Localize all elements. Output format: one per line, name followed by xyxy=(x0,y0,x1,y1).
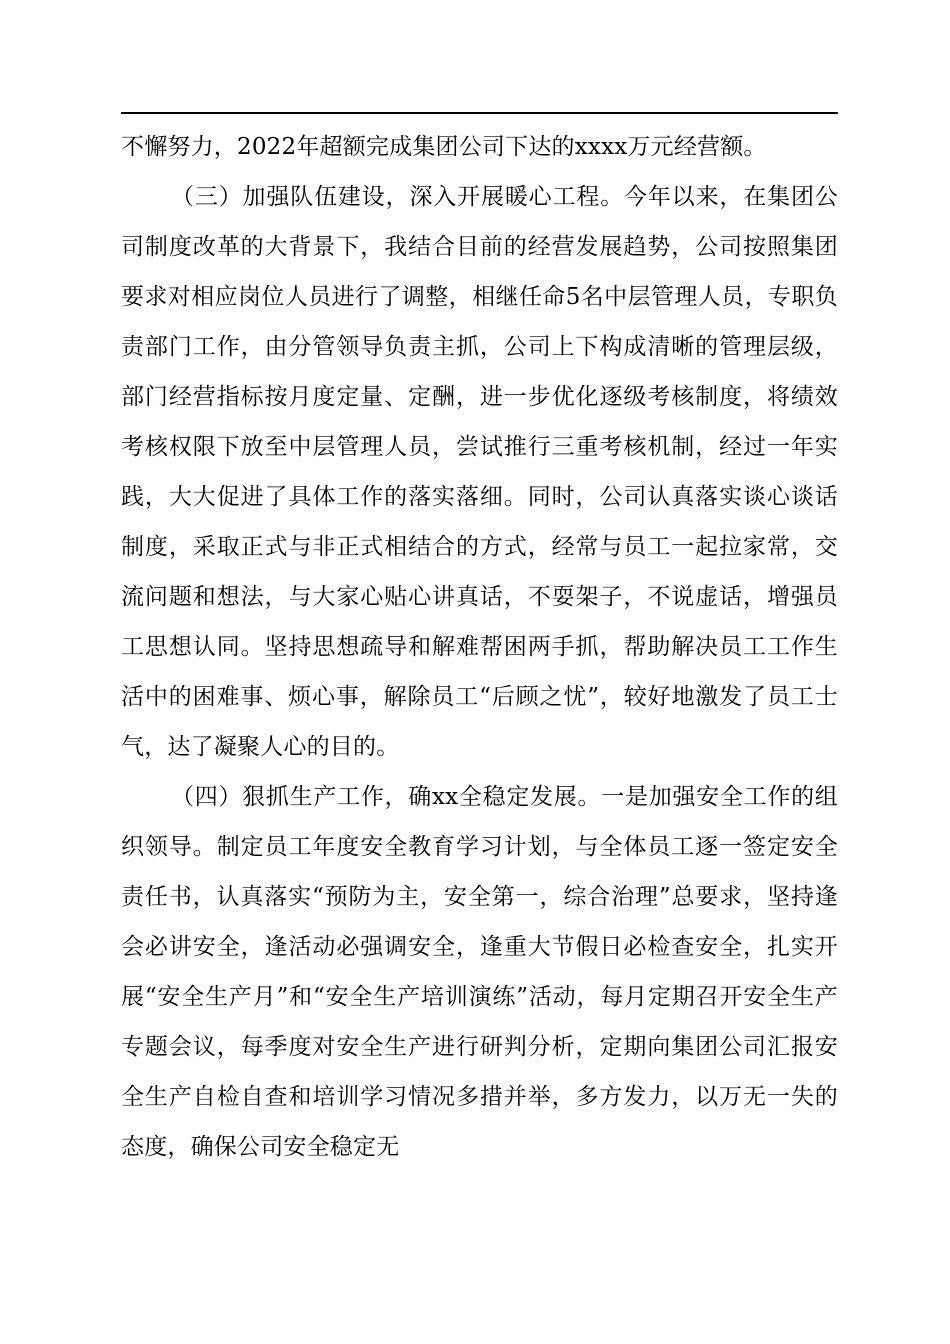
header-rule xyxy=(121,112,838,114)
paragraph-team-building: （三）加强队伍建设，深入开展暖心工程。今年以来，在集团公司制度改革的大背景下，我结合目前的经营发展趋势，公司按照集团要求对相应岗位人员进行了调整，相继任命5名中层管理人员，专职负责部门工作，由分管领导负责主抓，公司上下构成清晰的管理层级，部门经营指标按月度定量、定酬，进一步优化逐级考核制度，将绩效考核权限下放至中层管理人员，尝试推行三重考核机制，经过一年实践，大大促进了具体工作的落实落细。同时，公司认真落实谈心谈话制度，采取正式与非正式相结合的方式，经常与员工一起拉家常，交流问题和想法，与大家心贴心讲真话，不耍架子，不说虚话，增强员工思想认同。坚持思想疏导和解难帮困两手抓，帮助解决员工工作生活中的困难事、烦心事，解除员工“后顾之忧”，较好地激发了员工士气，达了凝聚人心的目的。 xyxy=(121,184,838,760)
paragraph-continuation: 不懈努力，2022年超额完成集团公司下达的xxxx万元经营额。 xyxy=(121,134,767,160)
paragraph-production-safety: （四）狠抓生产工作，确xx全稳定发展。一是加强安全工作的组织领导。制定员工年度安全教育学习计划，与全体员工逐一签定安全责任书，认真落实“预防为主，安全第一，综合治理”总要求，坚持逢会必讲安全，逢活动必强调安全，逢重大节假日必检查安全，扎实开展“安全生产月”和“安全生产培训演练”活动，每月定期召开安全生产专题会议，每季度对安全生产进行研判分析，定期向集团公司汇报安全生产自检自查和培训学习情况多措并举，多方发力，以万无一失的态度，确保公司安全稳定无 xyxy=(121,784,838,1160)
document-body xyxy=(121,122,838,1172)
